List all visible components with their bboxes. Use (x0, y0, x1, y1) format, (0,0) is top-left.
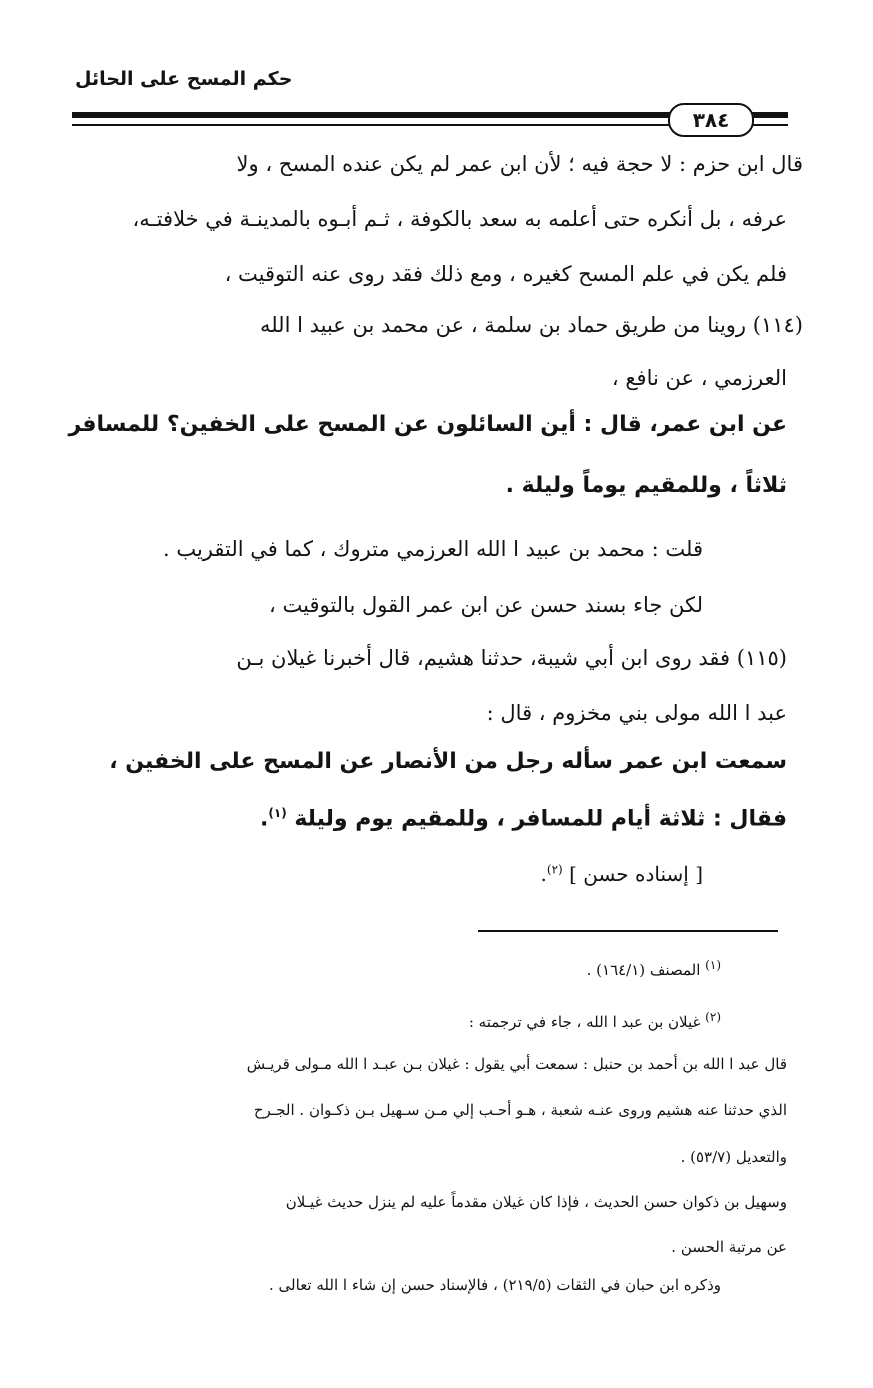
hadith-line-1: عن ابن عمر، قال : أين السائلون عن المسح على الخفين؟ للمسافر (68, 412, 787, 437)
text-line-5: العرزمي ، عن نافع ، (611, 366, 787, 390)
footnote-2-marker: (٢) (705, 1010, 721, 1024)
isnad-grade-end: . (540, 862, 547, 886)
header-rule-right-thick (752, 112, 788, 118)
text-line-3: فلم يكن في علم المسح كغيره ، ومع ذلك فقد روى عنه التوقيت ، (224, 262, 787, 286)
hadith-line-2: ثلاثاً ، وللمقيم يوماً وليلة . (505, 473, 787, 498)
text-line-8: قلت : محمد بن عبيد ا الله العرزمي متروك ، كما في التقريب . (162, 537, 703, 561)
running-header-title: حكم المسح على الحائل (75, 68, 293, 90)
footnote-2-line-6: عن مرتبة الحسن . (671, 1238, 787, 1256)
footnote-1-text: المصنف (١٦٤/١) . (586, 961, 701, 979)
footnote-2-line-2: قال عبد ا الله بن أحمد بن حنبل : سمعت أبي يقول : غيلان بـن عبـد ا الله مـولى قريـش (246, 1055, 787, 1073)
footnote-2-text: غيلان بن عبد ا الله ، جاء في ترجمته : (468, 1013, 701, 1031)
footnote-1-marker: (١) (705, 958, 721, 972)
footnote-2-line-3: الذي حدثنا عنه هشيم وروى عنـه شعبة ، هـو أحـب إلي مـن سـهيل بـن ذكـوان . الجـرح (253, 1101, 787, 1119)
header-rule-thin (72, 124, 670, 126)
footnote-2-line-4: والتعديل (٥٣/٧) . (680, 1148, 787, 1166)
footnote-separator (478, 930, 778, 932)
text-line-11: عبد ا الله مولى بني مخزوم ، قال : (486, 701, 787, 725)
header-rule-right-thin (752, 124, 788, 126)
footnote-2-line-5: وسهيل بن ذكوان حسن الحديث ، فإذا كان غيلان مقدماً عليه لم ينزل حديث غيـلان (285, 1193, 787, 1211)
text-line-2: عرفه ، بل أنكره حتى أعلمه به سعد بالكوفة ، ثـم أبـوه بالمدينـة في خلافتـه، (132, 207, 787, 231)
page-number-badge: ٣٨٤ (668, 103, 754, 137)
isnad-grade-text: [ إسناده حسن ] (569, 862, 703, 886)
footnote-ref-2: (٢) (546, 862, 563, 877)
footnote-1 (587, 958, 721, 979)
header-rule-thick (72, 112, 670, 118)
footnote-2-line-7: وذكره ابن حبان في الثقات (٢١٩/٥) ، فالإسناد حسن إن شاء ا الله تعالى . (269, 1276, 721, 1294)
hadith-line-4-text: فقال : ثلاثة أيام للمسافر ، وللمقيم يوم وليلة (294, 806, 787, 832)
footnote-ref-1: (١) (268, 806, 287, 820)
isnad-grade-line (541, 862, 703, 886)
footnote-2 (469, 1010, 721, 1031)
hadith-line-4-end: . (260, 806, 269, 832)
text-line-10: (١١٥) فقد روى ابن أبي شيبة، حدثنا هشيم، قال أخبرنا غيلان بـن (236, 646, 787, 670)
text-line-1: قال ابن حزم : لا حجة فيه ؛ لأن ابن عمر لم يكن عنده المسح ، ولا (236, 152, 803, 176)
text-line-4: (١١٤) روينا من طريق حماد بن سلمة ، عن محمد بن عبيد ا الله (259, 313, 803, 337)
hadith-line-4 (260, 806, 787, 831)
text-line-9: لكن جاء بسند حسن عن ابن عمر القول بالتوقيت ، (269, 593, 703, 617)
hadith-line-3: سمعت ابن عمر سأله رجل من الأنصار عن المسح على الخفين ، (109, 749, 787, 774)
